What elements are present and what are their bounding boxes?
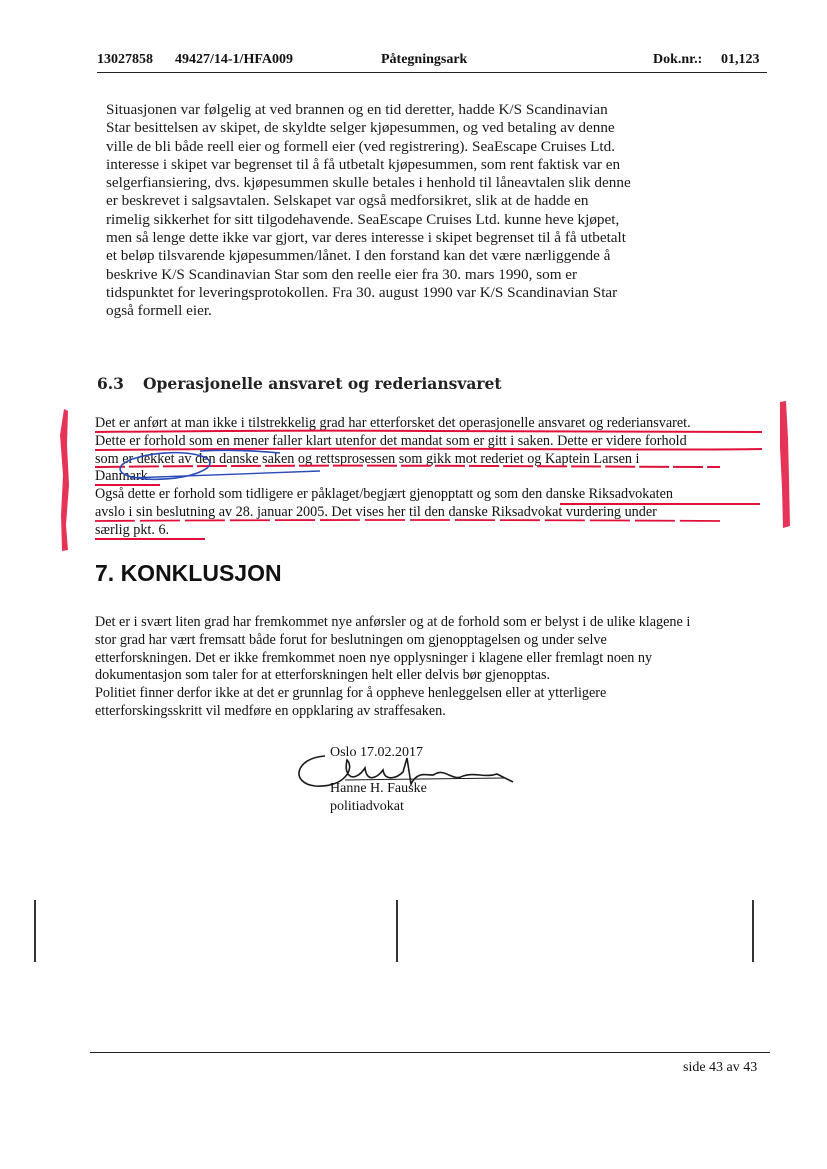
section-line: som er dekket av den danske saken og rettsprosessen som gikk mot rederiet og Kaptein Larsen i (95, 450, 640, 467)
form-title: Påtegningsark (381, 52, 468, 67)
section-title: Operasjonelle ansvaret og rederiansvaret (143, 374, 502, 393)
section-line: Også dette er forhold som tidligere er påklaget/begjært gjenopptatt og som den danske Riksadvokaten (95, 486, 673, 503)
doc-label: Dok.nr.: (653, 52, 703, 67)
conclusion-line: etterforskingsskritt vil medføre en oppklaring av straffesaken. (95, 702, 446, 719)
paragraph-line: er beskrevet i salgsavtalen. Selskapet var også medforsikret, slik at de hadde en (106, 192, 589, 210)
scanned-paragraph (106, 101, 676, 321)
section-line: Danmark. (95, 468, 152, 485)
section-line: særlig pkt. 6. (95, 521, 170, 538)
section-line: avslo i sin beslutning av 28. januar 2005. Det vises her til den danske Riksadvokat vurdering under (95, 503, 657, 520)
document-header (97, 52, 767, 73)
conclusion-body (95, 614, 770, 721)
paragraph-line: men så lenge dette ikke var gjort, var deres interesse i skipet begrenset til å få utbetalt (106, 229, 626, 247)
paragraph-line: beskrive K/S Scandinavian Star som den reelle eier fra 30. mars 1990, som er (106, 265, 578, 283)
doc-number: 01,123 (721, 52, 760, 67)
paragraph-line: interesse i skipet var begrenset til å få utbetalt kjøpesummen, som rent faktisk var en (106, 155, 621, 173)
pen-annotations (90, 415, 770, 550)
red-margin-marker-left (50, 405, 82, 555)
scan-artifact-line (752, 900, 754, 962)
paragraph-line: et beløp tilsvarende kjøpesummen/lånet. I den forstand kan det være nærliggende å (106, 247, 611, 265)
case-number: 13027858 (97, 52, 153, 67)
paragraph-line: rimelig sikkerhet for sitt tilgodehavende. SeaEscape Cruises Ltd. kunne heve kjøpet, (106, 210, 620, 228)
section-heading (97, 374, 502, 393)
section-line: Det er anført at man ikke i tilstrekkelig grad har etterforsket det operasjonelle ansvaret og rederiansvaret. (95, 415, 691, 431)
paragraph-line: også formell eier. (106, 302, 212, 320)
red-margin-marker-right (768, 398, 798, 533)
section-number: 6.3 (97, 374, 124, 393)
paragraph-line: tidspunktet for leveringsprotokollen. Fra 30. august 1990 var K/S Scandinavian Star (106, 283, 618, 301)
signatory-role: politiadvokat (330, 799, 404, 814)
scan-artifact-line (396, 900, 398, 962)
place-date: Oslo 17.02.2017 (330, 745, 423, 760)
signatory-name: Hanne H. Fauske (330, 781, 427, 796)
conclusion-line: etterforskningen. Det er ikke fremkommet noen nye opplysninger i klagene eller fremlagt noen ny (95, 649, 653, 666)
paragraph-line: Situasjonen var følgelig at ved brannen og en tid deretter, hadde K/S Scandinavian (106, 101, 608, 118)
paragraph-line: selgerfiansiering, dvs. kjøpesummen skulle betales i henhold til låneavtalen slik denne (106, 174, 631, 192)
conclusion-line: Det er i svært liten grad har fremkommet nye anførsler og at de forhold som er belyst i de ulike klagene i (95, 614, 691, 630)
footer-rule (90, 1052, 770, 1053)
conclusion-heading: 7. KONKLUSJON (95, 560, 282, 586)
section-line: Dette er forhold som en mener faller klart utenfor det mandat som er gitt i saken. Dette er videre forhold (95, 432, 687, 449)
paragraph-line: Star besittelsen av skipet, de skyldte selger kjøpesummen, og ved betaling av denne (106, 119, 615, 137)
conclusion-line: Politiet finner derfor ikke at det er grunnlag for å oppheve henleggelsen eller at ytterligere (95, 685, 607, 702)
scan-artifact-line (34, 900, 36, 962)
conclusion-line: dokumentasjon som taler for at etterforskningen helt eller delvis bør gjenopptas. (95, 667, 551, 684)
paragraph-line: ville de bli både reell eier og formell eier (ved registrering). SeaEscape Cruises Ltd. (106, 137, 616, 155)
page-number: side 43 av 43 (683, 1060, 758, 1075)
reference-number: 49427/14-1/HFA009 (175, 52, 293, 67)
conclusion-line: stor grad har vært fremsatt både forut for beslutningen om gjenopptagelsen og under selve (95, 631, 607, 648)
